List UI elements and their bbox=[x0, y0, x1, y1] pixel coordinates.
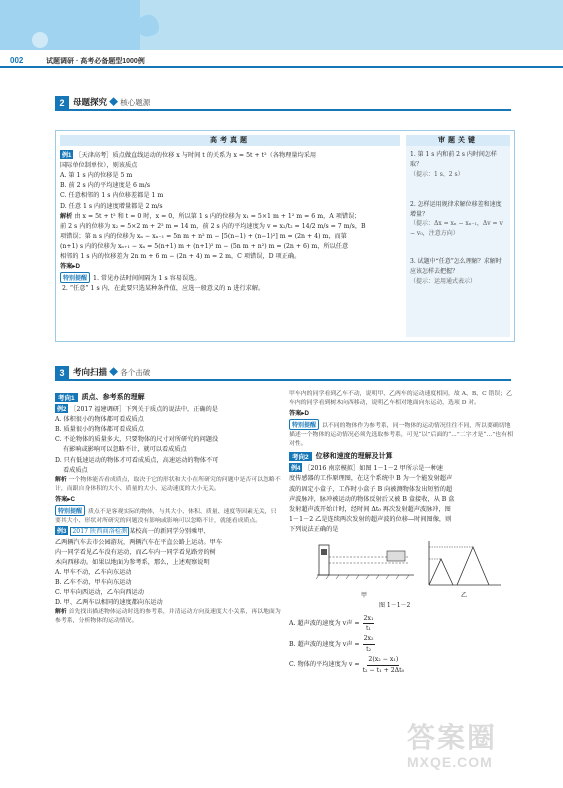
example2-tip-label: 特别提醒 bbox=[55, 505, 85, 516]
section3-left-column bbox=[55, 390, 282, 627]
section2-heading bbox=[55, 96, 511, 110]
example1-option-d: D. 任意 1 s 内的速度增量都是 2 m/s bbox=[60, 202, 163, 210]
solution-line-1: 前 2 s 内的位移为 x₂ = 5×2 m + 2² m = 14 m，前 2 s 内的平均速度为 v = x₂/t₂ = 14/2 m/s = 7 m/s，B bbox=[60, 222, 366, 230]
example1-option-b: B. 前 2 s 内的平均速度是 6 m/s bbox=[60, 182, 150, 190]
example4-source: ［2016 南京模拟］ bbox=[304, 465, 360, 473]
solution-line-2: 项错误；第 n s 内的位移为 xₙ − xₙ₋₁ = 5n m + n² m − [5(n−1) + (n−1)²] m = (2n + 4) m，而第 bbox=[60, 232, 347, 240]
example4-stem bbox=[289, 463, 513, 474]
example2-solution-label: 解析 bbox=[55, 476, 67, 483]
example1-line-0: 质点做直线运动的位移 x 与时间 t 的关系为 x = 5t + t²（各物理量均采用 bbox=[112, 152, 317, 159]
key-point-2-hint: （提示：Δx = xₙ − xₙ₋₁，Δv = v − v₀，注意方向） bbox=[410, 220, 503, 238]
page-header bbox=[0, 0, 563, 74]
option-a-fraction bbox=[363, 614, 375, 634]
example3-solution bbox=[55, 608, 282, 626]
example1-line-1: 国际单位制单位），则该质点 bbox=[60, 162, 138, 170]
kaoxiang2-heading bbox=[289, 451, 513, 461]
solution-line-0 bbox=[60, 212, 400, 222]
solution-line-4: 相邻的 1 s 内的位移差为 2n m + 6 m − (2n + 4) m = 2 m，C 项错误，D 项正确。 bbox=[60, 253, 301, 261]
section3-title: 考向扫描 ◆ 各个击破 bbox=[73, 367, 151, 377]
example3-option-c: C. 甲车向西运动，乙车向西运动 bbox=[55, 589, 144, 597]
page-number: 002 bbox=[10, 56, 24, 65]
example4-option-a bbox=[289, 614, 513, 634]
option-b-lhs: B. 超声波的速度为 v声 = bbox=[289, 640, 360, 648]
section2-title: 母题探究 ◆ 核心题源 bbox=[73, 97, 151, 107]
option-a-lhs: A. 超声波的速度为 v声 = bbox=[289, 619, 360, 627]
example3-line-2: 内一同学看见乙车没有运动，而乙车内一同学看见路旁的树 bbox=[55, 548, 216, 556]
example4-line-0: 如图 1－1－2 甲所示是一种速 bbox=[359, 465, 443, 473]
example1-stem bbox=[60, 150, 400, 161]
kaoxiang1-title: 质点、参考系的理解 bbox=[81, 394, 145, 401]
example4-line-5: 1－1－2 乙是连续两次发射的超声波的位移—时间图像，则 bbox=[289, 515, 452, 523]
watermark-logo-text: 答案圈 bbox=[407, 722, 498, 753]
example2-line-0: 下列关于质点的说法中，正确的是 bbox=[125, 406, 218, 413]
example4-option-b bbox=[289, 634, 513, 654]
example3-tip-text: 以不同的物体作为参考系，同一物体的运动情况往往不同，所以要确切地描述一个物体的运动情况必须先选取参考系，可见“以”后面的“...”二字才是“…”也有相对性。 bbox=[289, 422, 513, 448]
example3-solution-cont: 甲车内的同学看到乙车不动，说明甲、乙两车的运动速度相同，故 A、B、C 错误；乙车内的同学看到树木向西移动，说明乙车相对地面向东运动，选项 D 对。 bbox=[289, 391, 513, 407]
example1-source: ［天津高考］ bbox=[75, 152, 113, 159]
example3-line-0: 某校高一的新同学分别乘甲、 bbox=[129, 528, 210, 536]
example2-line-6: 看成质点 bbox=[63, 466, 88, 474]
example2-line-2: B. 质量很小的物体都可看成质点 bbox=[55, 426, 144, 434]
section3-heading bbox=[55, 366, 511, 380]
section2-subtitle: 核心题源 bbox=[120, 98, 151, 107]
example4-tag: 例4 bbox=[289, 463, 302, 472]
example3-tip-label: 特别提醒 bbox=[289, 419, 319, 430]
option-b-fraction bbox=[363, 634, 375, 654]
example2-solution-text: 一个物体能否看成质点，取决于它的形状和大小在所研究的问题中是否可以忽略不计，而跟自身体积的大小、质量的大小、运动速度的大小无关。 bbox=[55, 476, 281, 492]
gaokao-column bbox=[60, 135, 400, 295]
section3-subtitle: 各个击破 bbox=[120, 368, 151, 377]
key-point-3-hint: （提示：运用通式表示） bbox=[410, 278, 477, 286]
example2-source: ［2017 福建调研］ bbox=[70, 406, 126, 413]
solution-line-3: (n+1) s 内的位移为 xₙ₊₁ − xₙ = 5(n+1) m + (n+1)² m − (5n m + n²) m = (2n + 6) m，所以任意 bbox=[60, 242, 349, 250]
example3-answer: 答案▸D bbox=[289, 409, 309, 417]
example3-tag: 例3 bbox=[55, 526, 68, 535]
book-title: 试题调研 · 高考必备题型1000例 bbox=[46, 58, 145, 65]
solution-text-0: 由 x = 5t + t² 和 t = 0 时，x = 0，所以第 1 s 内的位移为 x₁ = 5×1 m + 1² m = 6 m，A 项错误； bbox=[74, 212, 361, 220]
key-point-3 bbox=[410, 257, 506, 287]
example4-option-c bbox=[289, 655, 513, 675]
kaoxiang2-title: 位移和速度的理解及计算 bbox=[315, 453, 393, 461]
section3-number: 3 bbox=[55, 366, 69, 380]
example4-line-2: 波的固定小盒子，工作时小盒子 B 向被测物体发出短暂的超 bbox=[289, 485, 453, 493]
example3-source: 2017 陕西商洛检测 bbox=[72, 528, 128, 536]
kaoxiang2-tag: 考向2 bbox=[289, 452, 312, 461]
site-watermark bbox=[407, 722, 557, 782]
example3-option-a: A. 甲车不动，乙车向东运动 bbox=[55, 568, 132, 576]
mother-problem-box bbox=[55, 130, 515, 342]
option-c-den: t₂ − t₁ + 2Δt₀ bbox=[362, 666, 405, 674]
tip-label: 特别提醒 bbox=[60, 272, 90, 283]
kaoxiang1-heading bbox=[55, 392, 282, 402]
figure-yi-xt-graph bbox=[429, 541, 501, 585]
example2-line-4: 有影响或影响可以忽略不计，就可以看成质点 bbox=[63, 446, 187, 454]
example3-solution-label: 解析 bbox=[55, 609, 67, 616]
watermark-url: MXQE.COM bbox=[407, 754, 493, 770]
example2-answer: 答案▸C bbox=[55, 495, 75, 503]
option-a-den: t₁ bbox=[365, 625, 371, 633]
example2-tip-text: 质点不是客观实际的物体，与其大小、体积、质量、速度等因素无关，只要其大小、形状对所研究的问题没有影响或影响可以忽略不计，就能看成质点。 bbox=[55, 508, 277, 524]
example1-answer: 答案▸D bbox=[60, 263, 80, 271]
option-c-num: 2(x₂ − x₁) bbox=[367, 655, 399, 666]
example3-line-3: 木向西移动。如果以地面为参考系，那么，上述观察说明 bbox=[55, 558, 210, 566]
section3-right-column bbox=[289, 390, 513, 676]
option-b-den: t₂ bbox=[366, 645, 372, 653]
example2-tag: 例2 bbox=[55, 404, 68, 413]
example4-line-1: 度传感器的工作原理图，在这个系统中 B 为一个能发射超声 bbox=[289, 475, 453, 483]
example1-option-c: C. 任意相邻的 1 s 内位移差都是 1 m bbox=[60, 192, 164, 200]
example2-stem bbox=[55, 404, 282, 415]
tip-text-0: 1. 常见办法时间间隔为 1 s 容易误选。 bbox=[93, 275, 201, 283]
example3-stem bbox=[55, 526, 282, 537]
example2-line-1: A. 体积很小的物体都可看成质点 bbox=[55, 416, 144, 424]
section3-underline bbox=[55, 379, 511, 381]
key-point-2 bbox=[410, 200, 506, 240]
section3-title-main: 考向扫描 bbox=[73, 367, 108, 377]
option-a-num: 2x₁ bbox=[363, 614, 375, 625]
section2-title-main: 母题探究 bbox=[73, 97, 108, 107]
example2-tip bbox=[55, 505, 282, 526]
figure-jia-sensor-diagram bbox=[316, 545, 414, 579]
key-point-1-text: 1. 第 1 s 内和前 2 s 内时间怎样取？ bbox=[410, 151, 497, 168]
tip-line-1: 2. “任意” 1 s 内，在此要只选某种条件值，应选一般意义的 n 进行求解。 bbox=[62, 285, 265, 293]
example2-line-5: D. 只有低速运动的物体才可看成质点，高速运动的物体不可 bbox=[55, 456, 219, 464]
key-point-3-text: 3. 试题中“任意”怎么理解？求解时应该怎样去把握？ bbox=[410, 258, 502, 276]
example3-solution-text: 首先找出描述物体运动时选的参考系，并清运动方向及速度大小关系，再以地面为参考系，分析物体的运动情况。 bbox=[55, 609, 281, 625]
gaokao-column-head: 高考真题 bbox=[60, 135, 400, 146]
header-band bbox=[0, 0, 563, 50]
example3-line-1: 乙两辆汽车去市公园游玩，两辆汽车在平直公路上运动。甲车 bbox=[55, 538, 223, 546]
key-points-head: 审题关键 bbox=[406, 135, 510, 146]
example1-tag: 例1 bbox=[60, 150, 73, 159]
example4-line-3: 声波脉冲，脉冲被运动的物体反射后又被 B 盒接收，从 B 盒 bbox=[289, 495, 455, 503]
section2-underline bbox=[55, 109, 511, 111]
example3-option-b: B. 乙车不动，甲车向东运动 bbox=[55, 578, 132, 586]
header-puzzle-decoration bbox=[0, 0, 563, 50]
tip-line-0 bbox=[60, 272, 400, 284]
figure-yi-label: 乙 bbox=[461, 591, 468, 599]
example1-option-a: A. 第 1 s 内的位移是 5 m bbox=[60, 172, 133, 180]
figure-jia-label: 甲 bbox=[361, 591, 368, 599]
option-b-num: 2x₂ bbox=[363, 634, 375, 645]
key-points-column bbox=[406, 135, 510, 337]
example3-option-d: D. 甲、乙两车以相同的速度都向东运动 bbox=[55, 599, 163, 607]
key-point-1-hint: （提示：1 s、2 s） bbox=[410, 170, 464, 178]
solution-label: 解析 bbox=[60, 212, 73, 220]
section2-number: 2 bbox=[55, 96, 69, 110]
key-point-2-text: 2. 怎样运用规律求解位移差和速度增量？ bbox=[410, 200, 502, 218]
header-divider bbox=[0, 66, 563, 68]
example2-solution bbox=[55, 476, 282, 494]
figure-1-1-2 bbox=[289, 537, 513, 612]
option-c-fraction bbox=[363, 655, 405, 675]
figure-caption: 图 1－1－2 bbox=[379, 601, 411, 609]
example4-line-4: 发射超声波开始计时，经时间 Δt₀ 再次发射超声波脉冲，图 bbox=[289, 505, 451, 513]
key-point-1 bbox=[410, 150, 506, 180]
example4-line-6: 下列说法正确的是 bbox=[289, 525, 339, 533]
figure-drawing bbox=[289, 537, 513, 599]
kaoxiang1-tag: 考向1 bbox=[55, 393, 78, 402]
example3-tip bbox=[289, 419, 513, 449]
example2-line-3: C. 不论物体的质量多大，只要物体的尺寸对所研究的问题没 bbox=[55, 436, 219, 444]
option-c-lhs: C. 物体的平均速度为 v = bbox=[289, 661, 360, 669]
